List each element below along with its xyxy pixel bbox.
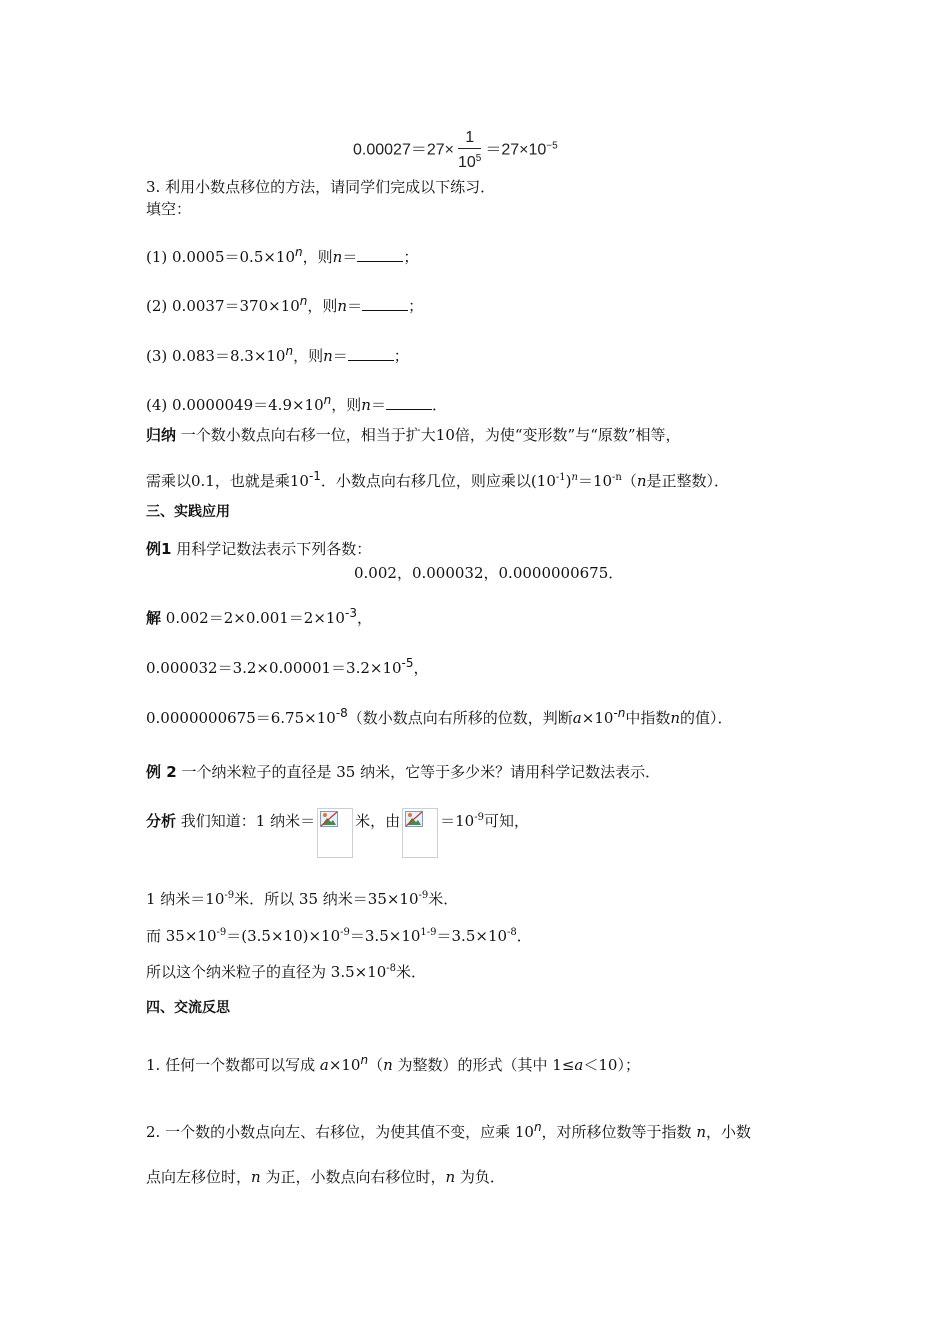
reflect-text: （ xyxy=(368,1056,384,1074)
var-a: a xyxy=(574,1056,584,1074)
solution-text: 0.002＝2×0.001＝2×10 xyxy=(161,609,345,627)
solution-text: 中指数 xyxy=(625,709,671,727)
var-n: n xyxy=(332,248,343,266)
analysis-text: ． xyxy=(516,927,532,945)
var-n: n xyxy=(670,709,681,727)
exponent: 1-9 xyxy=(420,927,437,938)
analysis-text: 1 纳米＝10 xyxy=(146,890,225,908)
exercise-text: ＝ xyxy=(370,396,386,414)
reflect-text: 为整数）的形式（其中 1≤ xyxy=(392,1056,575,1074)
var-n: n xyxy=(696,1123,706,1141)
reflect-text: ＜10）； xyxy=(583,1056,640,1074)
summary-label: 归纳 xyxy=(146,426,177,444)
solution-label: 解 xyxy=(146,609,162,627)
reflect-text: ×10 xyxy=(328,1056,361,1074)
exercise-text: ，则 xyxy=(302,248,333,266)
var-n: n xyxy=(636,472,647,490)
eq-right-exponent: −5 xyxy=(546,140,558,152)
analysis-text: ＝3.5×10 xyxy=(436,927,508,945)
top-equation xyxy=(353,128,558,172)
exercise-text: ； xyxy=(393,347,409,365)
exponent: -9 xyxy=(224,890,235,901)
analysis-text: 米． xyxy=(396,963,427,981)
exponent: n xyxy=(571,472,578,483)
exponent: -1 xyxy=(308,469,321,483)
solution-line-3 xyxy=(146,703,733,728)
exercise-text: (4) 0.0000049＝4.9×10 xyxy=(146,396,324,414)
den-base: 10 xyxy=(457,154,476,171)
reflect-2 xyxy=(146,1117,751,1142)
exponent-n: n xyxy=(285,344,294,358)
solution-text: ， xyxy=(413,659,429,677)
exercise-text: ； xyxy=(408,297,424,315)
reflect-text: ，对所移位数等于指数 xyxy=(541,1123,697,1141)
exercise-text: ，则 xyxy=(331,396,362,414)
example-text: 用科学记数法表示下列各数： xyxy=(171,540,372,558)
analysis-text: 所以这个纳米粒子的直径为 3.5×10 xyxy=(146,963,387,981)
exponent: -9 xyxy=(216,927,227,938)
fraction xyxy=(458,128,481,173)
answer-blank[interactable] xyxy=(348,346,394,361)
answer-blank[interactable] xyxy=(362,296,408,311)
answer-blank[interactable] xyxy=(357,247,403,262)
analysis-line-4 xyxy=(146,959,426,982)
exercise-text: ＝ xyxy=(332,347,348,365)
analysis-text: 米．所以 35 纳米＝35×10 xyxy=(234,890,419,908)
exponent: -5 xyxy=(401,656,414,670)
exponent: -3 xyxy=(344,606,357,620)
var-n: n xyxy=(251,1168,261,1186)
var-n: n xyxy=(383,1056,393,1074)
summary-text: ．小数点向右移几位，则应乘以(10 xyxy=(320,472,556,490)
example-label: 例1 xyxy=(146,540,172,558)
analysis-text: ＝10 xyxy=(440,812,475,830)
example-label: 例 2 xyxy=(146,763,177,781)
broken-image-icon xyxy=(320,811,338,827)
summary-text: 一个数小数点向右移一位，相当于扩大10倍，为使“变形数”与“原数”相等， xyxy=(176,426,681,444)
exercise-text: ，则 xyxy=(293,347,324,365)
exponent-n: n xyxy=(299,294,308,308)
summary-text: ＝10 xyxy=(577,472,613,490)
exercise-text: ＝ xyxy=(342,248,358,266)
var-a: a xyxy=(572,709,582,727)
answer-blank[interactable] xyxy=(386,395,432,410)
var-n: n xyxy=(445,1168,456,1186)
analysis-line-3 xyxy=(146,923,532,946)
summary-text: 需乘以0.1，也就是乘10 xyxy=(146,472,309,490)
analysis-line-2 xyxy=(146,886,458,909)
solution-text: 0.0000000675＝6.75×10 xyxy=(146,709,336,727)
broken-image xyxy=(402,808,438,858)
solution-text: ， xyxy=(356,609,372,627)
exponent: -n xyxy=(612,472,622,483)
exponent-n: n xyxy=(360,1053,369,1067)
den-exponent: 5 xyxy=(475,153,482,164)
exponent: -9 xyxy=(474,812,484,823)
example-2 xyxy=(146,762,660,782)
summary-text: （ xyxy=(621,472,637,490)
eq-left: 0.00027＝27× xyxy=(353,141,454,159)
item-3: 3. 利用小数点移位的方法，请同学们完成以下练习． xyxy=(146,178,496,196)
example-1-numbers: 0.002，0.000032，0.0000000675． xyxy=(354,564,624,582)
summary-text: ) xyxy=(565,472,572,490)
summary-text: 是正整数）． xyxy=(646,472,730,490)
reflect-1 xyxy=(146,1050,640,1075)
eq-right: ＝27×10 xyxy=(485,141,547,159)
analysis-text: 而 35×10 xyxy=(146,927,217,945)
section-4-title: 四、交流反思 xyxy=(146,1000,230,1016)
fraction-numerator: 1 xyxy=(458,128,481,149)
solution-line-1 xyxy=(146,603,372,628)
exercise-text: (1) 0.0005＝0.5×10 xyxy=(146,248,296,266)
analysis-text: ＝3.5×10 xyxy=(349,927,421,945)
summary-line-1 xyxy=(146,425,681,445)
example-text: 一个纳米粒子的直径是 35 纳米，它等于多少米？请用科学记数法表示． xyxy=(176,763,661,781)
exponent-n: n xyxy=(323,393,332,407)
exponent-n: n xyxy=(533,1120,542,1134)
example-1 xyxy=(146,539,371,559)
exercise-text: (3) 0.083＝8.3×10 xyxy=(146,347,286,365)
exponent: -8 xyxy=(335,706,348,720)
exercise-4 xyxy=(146,390,447,415)
analysis-text: 米，由 xyxy=(355,812,401,830)
analysis-text: 米． xyxy=(428,890,459,908)
exponent: -9 xyxy=(340,927,350,938)
solution-text: 0.000032＝3.2×0.00001＝3.2×10 xyxy=(146,659,402,677)
reflect-text: 1. 任何一个数都可以写成 xyxy=(146,1056,320,1074)
exercise-1 xyxy=(146,242,418,267)
exponent-n: n xyxy=(295,245,303,259)
reflect-text: 为负． xyxy=(455,1168,505,1186)
var-n: n xyxy=(361,396,371,414)
solution-line-2 xyxy=(146,653,429,678)
exercise-text: ＝ xyxy=(347,297,363,315)
analysis-label: 分析 xyxy=(146,812,177,830)
broken-image-icon xyxy=(405,811,423,827)
exercise-text: ． xyxy=(431,396,447,414)
solution-text: （数小数点向右所移的位数，判断 xyxy=(347,709,573,727)
reflect-text: ，小数 xyxy=(706,1123,752,1141)
var-n: n xyxy=(337,297,348,315)
exponent: -8 xyxy=(386,963,397,974)
exercise-text: ； xyxy=(403,248,419,266)
var-n: n xyxy=(323,347,333,365)
fill-label: 填空： xyxy=(146,200,192,218)
solution-text: 的值）． xyxy=(680,709,733,727)
analysis-text: 我们知道：1 纳米＝ xyxy=(176,812,316,830)
reflect-text: 为正，小数点向右移位时， xyxy=(260,1168,446,1186)
exponent: -9 xyxy=(418,890,429,901)
exercise-text: (2) 0.0037＝370×10 xyxy=(146,297,300,315)
fraction-denominator xyxy=(458,149,481,173)
reflect-text: 点向左移位时， xyxy=(146,1168,252,1186)
exercise-text: ，则 xyxy=(307,297,338,315)
exercise-3 xyxy=(146,341,409,366)
section-3-title: 三、实践应用 xyxy=(146,504,230,520)
exponent: -8 xyxy=(507,927,517,938)
summary-line-2 xyxy=(146,466,729,491)
analysis-text: 可知， xyxy=(483,812,529,830)
analysis-line-1 xyxy=(146,808,529,860)
exponent: -1 xyxy=(555,472,566,483)
analysis-text: ＝(3.5×10)×10 xyxy=(226,927,341,945)
exercise-2 xyxy=(146,291,423,316)
solution-text: ×10 xyxy=(581,709,614,727)
var-a: a xyxy=(319,1056,329,1074)
exponent: -n xyxy=(613,706,626,720)
reflect-2-line-2 xyxy=(146,1167,505,1187)
reflect-text: 2. 一个数的小数点向左、右移位，为使其值不变，应乘 10 xyxy=(146,1123,534,1141)
broken-image xyxy=(317,808,353,858)
